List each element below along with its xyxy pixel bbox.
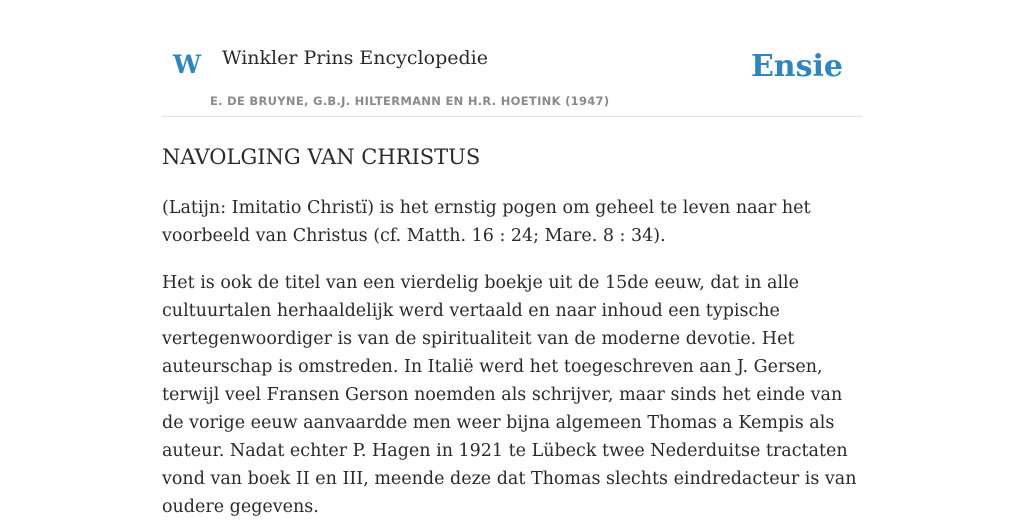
site-title[interactable]: Winkler Prins Encyclopedie bbox=[222, 47, 488, 69]
header bbox=[162, 0, 862, 117]
article-paragraph-1: (Latijn: Imitatio Christï) is het ernstig pogen om geheel te leven naar het voorbeeld van Christus (cf. Matth. 16 : 24; Mare. 8 : 34). bbox=[162, 198, 811, 247]
article-title: NAVOLGING VAN CHRISTUS bbox=[162, 145, 481, 169]
authors-line: E. DE BRUYNE, G.B.J. HILTERMANN EN H.R. HOETINK (1947) bbox=[210, 94, 610, 108]
ensie-brand-logo[interactable]: Ensie bbox=[750, 49, 843, 84]
winkler-prins-logo[interactable]: W bbox=[173, 50, 202, 79]
page bbox=[162, 0, 862, 521]
article-paragraph-2: Het is ook de titel van een vierdelig boekje uit de 15de eeuw, dat in alle cultuurtalen herhaaldelijk werd vertaald en naar inhoud een typische vertegenwoordiger is van de spiritualiteit van de moderne devotie. Het auteurschap is omstreden. In Italië werd het toegeschreven aan J. Gersen, terwijl veel Fransen Gerson noemden als schrijver, maar sinds het einde van de vorige eeuw aanvaardde men weer bijna algemeen Thomas a Kempis als auteur. Nadat echter P. Hagen in 1921 te Lübeck twee Nederduitse tractaten vond van boek II en III, meende deze dat Thomas slechts eindredacteur is van oudere gegevens. bbox=[162, 273, 857, 518]
